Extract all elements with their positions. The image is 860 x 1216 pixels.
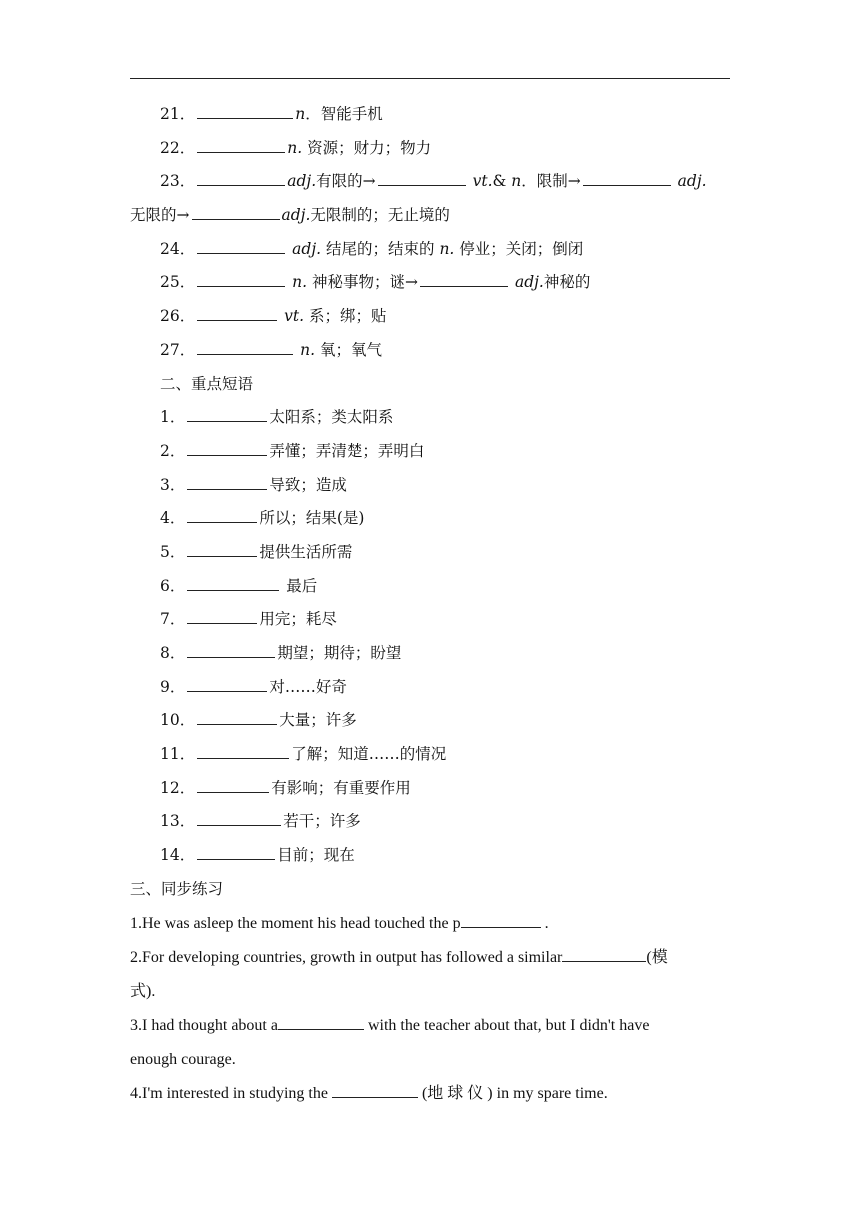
part-of-speech: n	[511, 172, 522, 191]
item-number: 9．	[160, 677, 186, 696]
part-of-speech: adj.	[292, 239, 322, 258]
exercise-4	[130, 1077, 735, 1111]
exercise-3-continued: enough courage.	[130, 1050, 236, 1068]
part-of-speech: n.	[292, 273, 308, 292]
worksheet-content	[130, 98, 735, 1111]
phrase-item	[130, 738, 735, 772]
phrase-item	[130, 502, 735, 536]
phrase-item	[130, 536, 735, 570]
item-number: 4．	[160, 509, 186, 528]
item-meaning: 若干；许多	[283, 812, 361, 831]
exercise-1	[130, 907, 735, 941]
item-meaning: 有限的→	[316, 172, 376, 191]
phrase-item	[130, 435, 735, 469]
item-number: 13．	[160, 812, 196, 831]
item-meaning: 资源；财力；物力	[302, 138, 432, 157]
item-meaning: 用完；耗尽	[259, 610, 337, 629]
part-of-speech: n.	[439, 239, 455, 258]
part-of-speech: n.	[287, 138, 303, 157]
answer-blank[interactable]	[583, 171, 671, 186]
answer-blank[interactable]	[461, 913, 541, 928]
item-number: 24．	[160, 239, 196, 258]
exercise-3	[130, 1009, 735, 1043]
answer-blank[interactable]	[187, 576, 279, 591]
part-of-speech: adj.	[281, 206, 311, 225]
answer-blank[interactable]	[278, 1015, 364, 1030]
item-meaning: &	[492, 172, 512, 191]
answer-blank[interactable]	[187, 475, 267, 490]
item-meaning: 最后	[281, 576, 318, 595]
answer-blank[interactable]	[187, 542, 257, 557]
phrase-item	[130, 401, 735, 435]
part-of-speech: adj.	[677, 172, 707, 191]
part-of-speech: vt.	[472, 172, 493, 191]
answer-blank[interactable]	[197, 340, 293, 355]
item-meaning: 神秘事物；谜→	[307, 273, 419, 292]
exercise-text: .	[540, 914, 549, 932]
exercise-text: 2.For developing countries, growth in output has followed a similar	[130, 948, 563, 966]
part-of-speech: vt.	[284, 307, 305, 326]
item-meaning: 有影响；有重要作用	[271, 778, 411, 797]
exercise-text: 3.I had thought about a	[130, 1016, 278, 1034]
vocab-item-26	[130, 300, 735, 334]
answer-blank[interactable]	[187, 643, 275, 658]
answer-blank[interactable]	[197, 272, 285, 287]
item-meaning: 停业；关闭；倒闭	[454, 239, 584, 258]
exercise-text: (地 球 仪 ) in my spare time.	[417, 1084, 608, 1102]
answer-blank[interactable]	[197, 778, 269, 793]
vocab-item-27	[130, 334, 735, 368]
item-meaning: 对……好奇	[269, 677, 347, 696]
item-meaning: 无限制的；无止境的	[310, 206, 450, 225]
vocab-item-21	[130, 98, 735, 132]
phrase-item	[130, 839, 735, 873]
answer-blank[interactable]	[187, 441, 267, 456]
item-number: 10．	[160, 711, 196, 730]
vocab-item-23-continued	[130, 199, 735, 233]
answer-blank[interactable]	[187, 508, 257, 523]
phrase-item	[130, 805, 735, 839]
vocab-item-22	[130, 132, 735, 166]
item-number: 1．	[160, 408, 186, 427]
part-of-speech: adj.	[514, 273, 544, 292]
part-of-speech: adj.	[287, 172, 317, 191]
answer-blank[interactable]	[192, 205, 280, 220]
item-number: 7．	[160, 610, 186, 629]
item-meaning: 氧；氧气	[315, 340, 383, 359]
item-number: 27．	[160, 340, 196, 359]
item-meaning: 导致；造成	[269, 475, 347, 494]
item-number: 23．	[160, 172, 196, 191]
item-meaning: 大量；许多	[279, 711, 357, 730]
answer-blank[interactable]	[187, 609, 257, 624]
answer-blank[interactable]	[197, 239, 285, 254]
item-number: 8．	[160, 644, 186, 662]
item-number: 22．	[160, 138, 196, 157]
phrase-item	[130, 772, 735, 806]
item-meaning: 系；绑；贴	[304, 307, 387, 326]
item-number: 21．	[160, 105, 196, 123]
answer-blank[interactable]	[197, 845, 275, 860]
header-rule	[130, 78, 730, 79]
phrase-item	[130, 570, 735, 604]
item-meaning: 了解；知道……的情况	[291, 745, 447, 764]
answer-blank[interactable]	[197, 744, 289, 759]
item-meaning: 结尾的；结束的	[321, 239, 440, 258]
answer-blank[interactable]	[187, 677, 267, 692]
vocab-item-23	[130, 165, 735, 199]
item-number: 26．	[160, 307, 196, 326]
exercise-text: 4.I'm interested in studying the	[130, 1084, 332, 1102]
item-number: 25．	[160, 273, 196, 292]
item-number: 12．	[160, 778, 196, 797]
item-number: 6．	[160, 576, 186, 595]
item-meaning: 目前；现在	[277, 846, 355, 865]
section-heading-phrases: 二、重点短语	[160, 374, 254, 393]
exercise-text: (模	[646, 948, 668, 966]
exercise-text: 1.He was asleep the moment his head touched the p	[130, 914, 461, 932]
item-number: 3．	[160, 475, 186, 494]
vocab-item-24	[130, 233, 735, 267]
exercise-2-continued: 式).	[130, 982, 156, 1000]
item-meaning: 太阳系；类太阳系	[269, 408, 394, 427]
part-of-speech: n	[295, 105, 306, 123]
item-number: 5．	[160, 542, 186, 561]
item-meaning: ．限制→	[521, 172, 581, 191]
item-meaning: 提供生活所需	[259, 542, 353, 561]
answer-blank[interactable]	[378, 171, 466, 186]
part-of-speech: n.	[300, 340, 316, 359]
phrase-item	[130, 469, 735, 503]
answer-blank[interactable]	[197, 171, 285, 186]
item-meaning: 神秘的	[543, 273, 591, 292]
vocab-item-25	[130, 266, 735, 300]
phrase-item	[130, 671, 735, 705]
answer-blank[interactable]	[332, 1083, 418, 1098]
answer-blank[interactable]	[197, 306, 277, 321]
item-meaning: 所以；结果(是)	[259, 509, 365, 528]
item-meaning: 弄懂；弄清楚；弄明白	[269, 441, 425, 460]
phrase-item	[130, 637, 735, 671]
section-heading-exercises: 三、同步练习	[130, 879, 224, 898]
answer-blank[interactable]	[197, 138, 285, 153]
item-meaning: 期望；期待；盼望	[277, 644, 402, 662]
item-meaning: 无限的→	[130, 206, 190, 225]
answer-blank[interactable]	[197, 104, 293, 119]
answer-blank[interactable]	[187, 407, 267, 422]
exercise-text: with the teacher about that, but I didn't have	[363, 1016, 650, 1034]
exercise-2	[130, 941, 735, 975]
item-meaning: ．智能手机	[305, 105, 383, 123]
answer-blank[interactable]	[562, 947, 646, 962]
item-number: 2．	[160, 441, 186, 460]
answer-blank[interactable]	[197, 710, 277, 725]
item-number: 11．	[160, 745, 196, 764]
answer-blank[interactable]	[197, 811, 281, 826]
answer-blank[interactable]	[420, 272, 508, 287]
phrase-item	[130, 603, 735, 637]
phrase-item	[130, 704, 735, 738]
item-number: 14．	[160, 846, 196, 865]
